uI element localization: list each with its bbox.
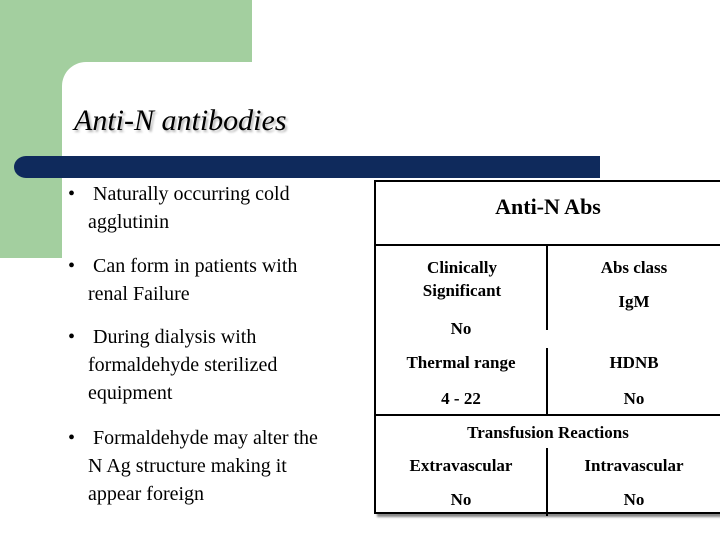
thermal-range-value: 4 - 22	[441, 389, 481, 408]
bullet-dialysis	[52, 323, 398, 407]
intravascular-label: Intravascular	[584, 456, 684, 475]
abs-class-label: Abs class	[600, 258, 668, 277]
abs-class-value: IgM	[618, 292, 650, 311]
table-divider-transfusion	[376, 414, 720, 416]
transfusion-reactions-label: Transfusion Reactions	[467, 423, 629, 442]
slide-title: Anti-N antibodies	[74, 104, 287, 137]
intravascular-value: No	[623, 490, 645, 509]
bullet-naturally-occurring	[52, 180, 398, 236]
bullet-text: Can form in patients with renal Failure	[88, 255, 298, 305]
bullet-formaldehyde	[52, 424, 398, 508]
extravascular-label: Extravascular	[409, 456, 513, 475]
table-divider-vertical-top	[546, 244, 548, 330]
clinically-significant-value: No	[450, 319, 472, 338]
hdnb-label: HDNB	[609, 353, 659, 372]
extravascular-value: No	[450, 490, 472, 509]
bullet-text: Formaldehyde may alter the N Ag structure making it appear foreign	[88, 427, 318, 505]
hdnb-value: No	[623, 389, 645, 408]
bullet-text: Naturally occurring cold agglutinin	[88, 183, 290, 233]
anti-n-abs-table	[374, 180, 720, 514]
bullet-renal-failure	[52, 252, 398, 308]
title-underline-bar	[14, 156, 600, 178]
table-divider-heading	[376, 244, 720, 246]
title-bar-fill	[26, 156, 600, 178]
table-heading: Anti-N Abs	[495, 194, 601, 219]
clinically-significant-label: Clinically Significant	[422, 258, 502, 300]
bullet-text: During dialysis with formaldehyde sterilized equipment	[88, 326, 278, 404]
thermal-range-label: Thermal range	[406, 353, 516, 372]
